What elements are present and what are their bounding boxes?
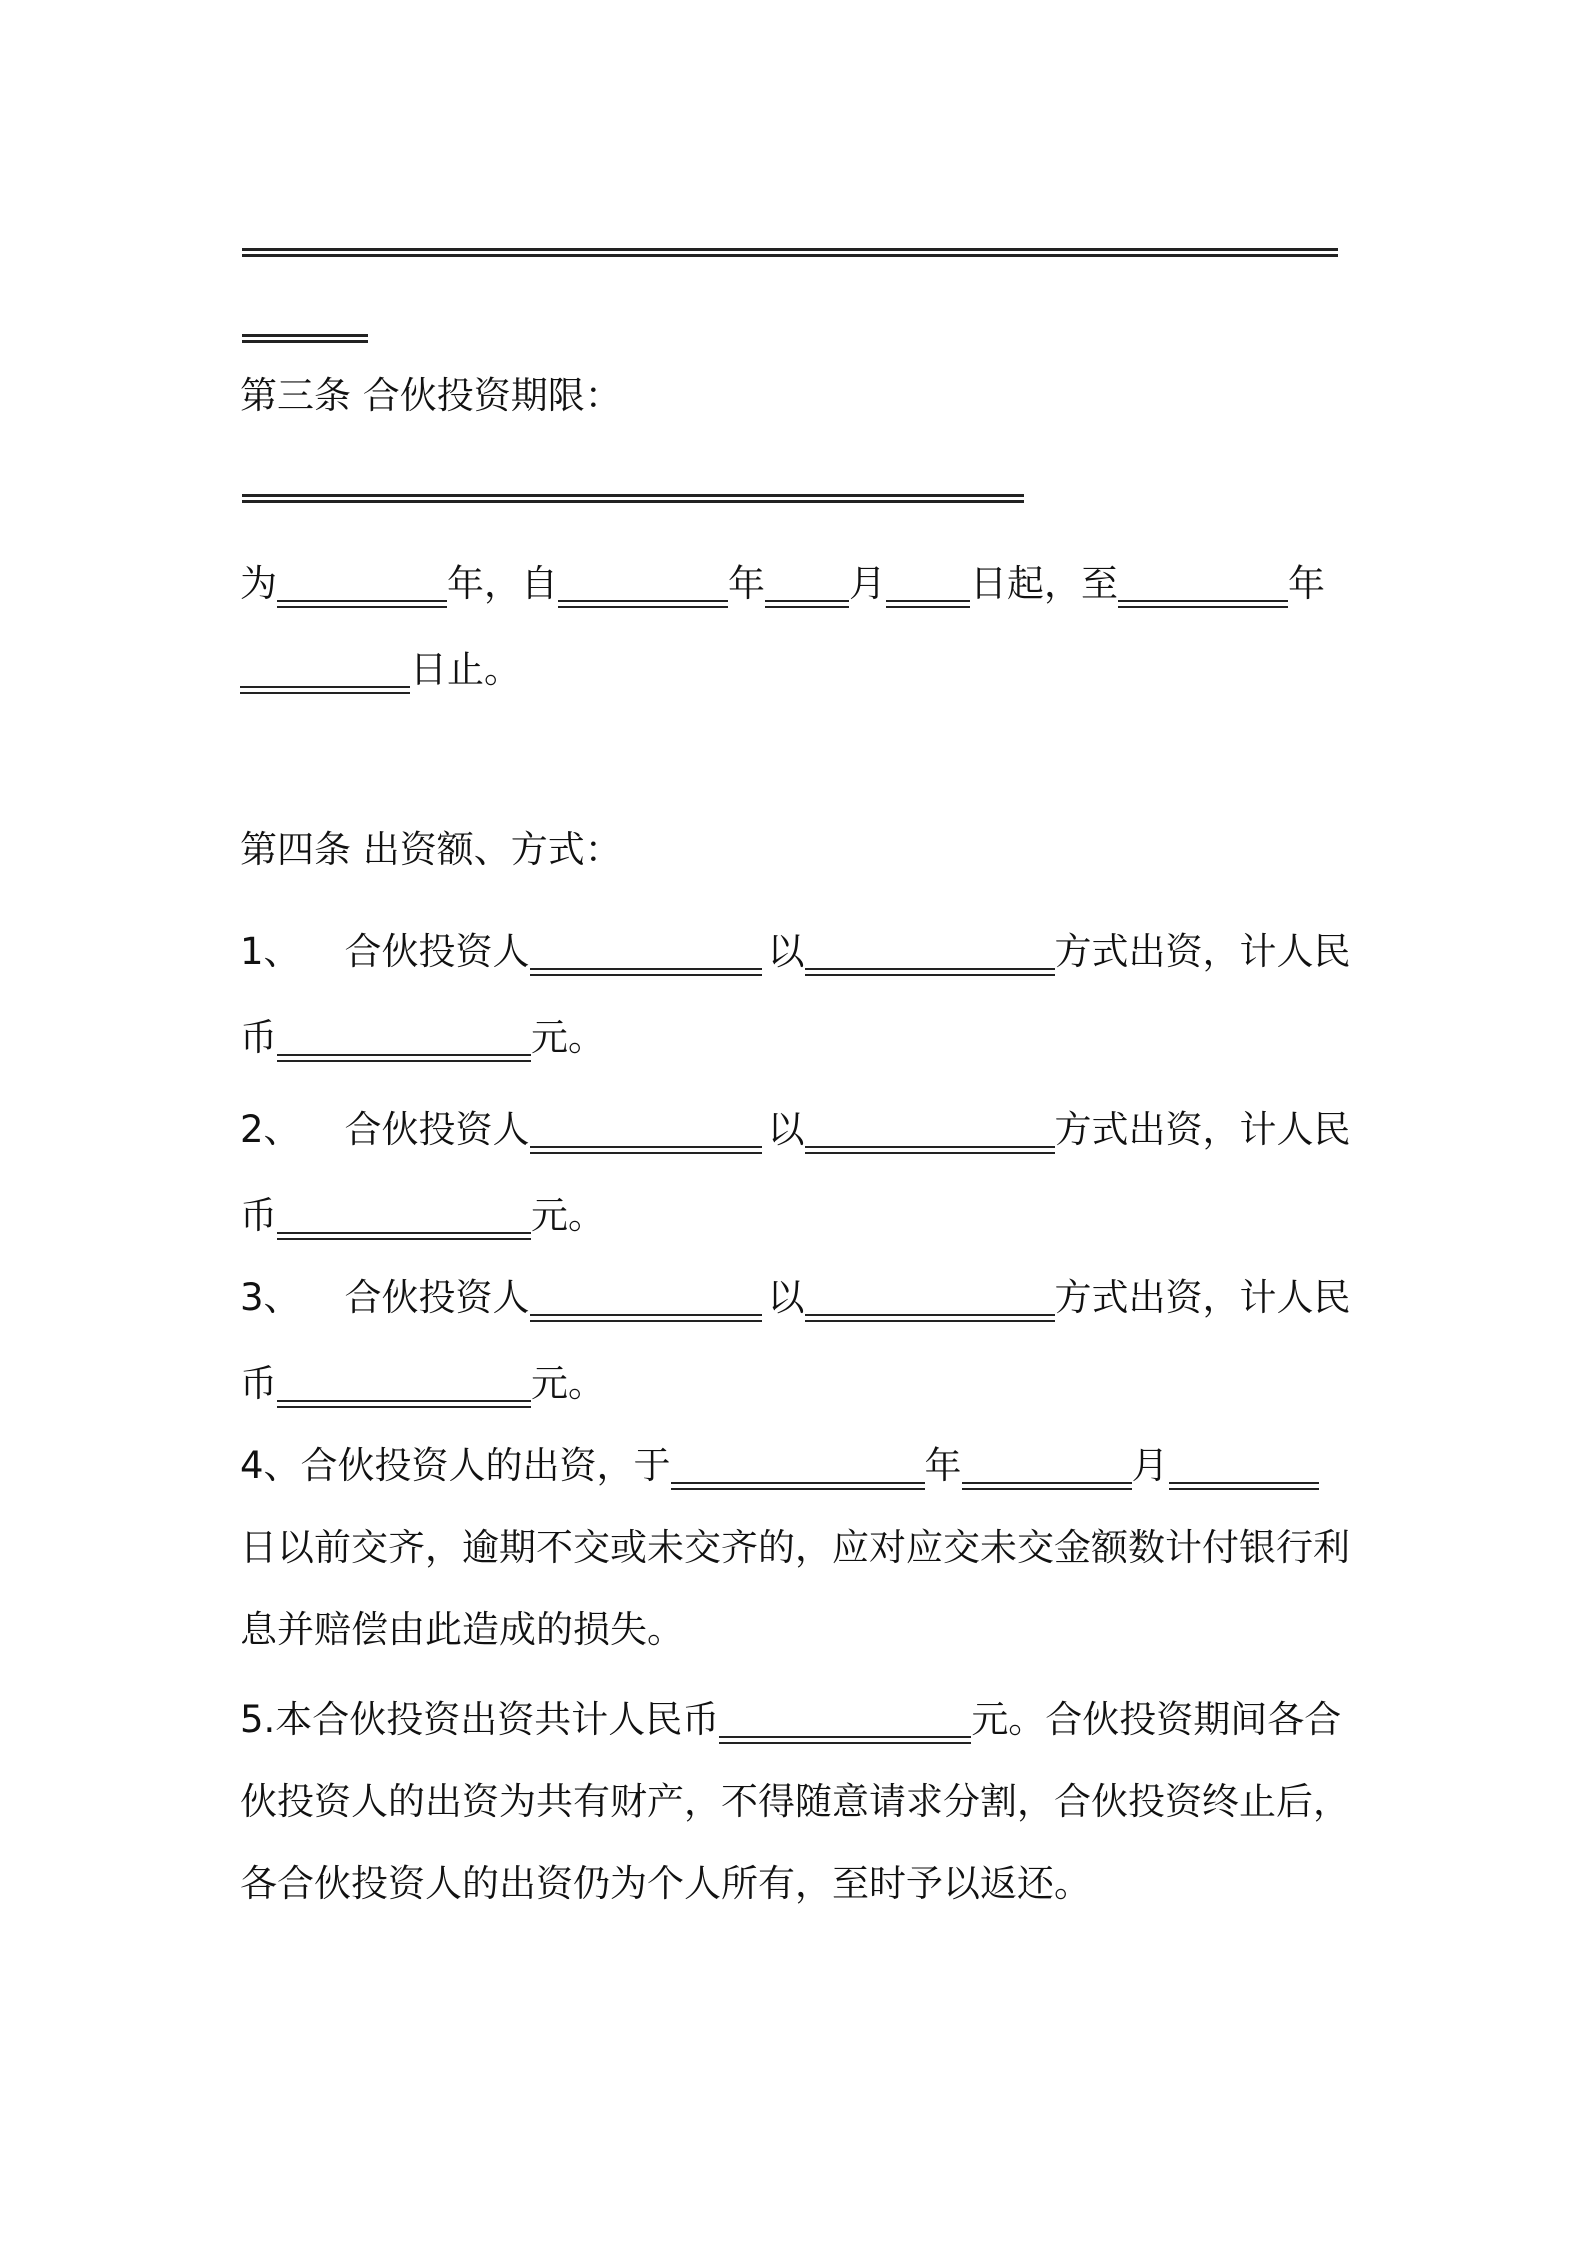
text: 4、合伙投资人的出资，于 bbox=[240, 1444, 671, 1487]
contribution-item-3 bbox=[240, 1274, 1351, 1322]
end-year-blank[interactable] bbox=[1118, 566, 1288, 596]
item-number: 1、 bbox=[240, 930, 301, 973]
text: 月 bbox=[849, 562, 886, 605]
text: 方式出资，计人民 bbox=[1054, 1276, 1351, 1319]
deadline-month-blank[interactable] bbox=[962, 1448, 1132, 1478]
text: 年，自 bbox=[447, 562, 558, 605]
deadline-year-blank[interactable] bbox=[671, 1448, 925, 1478]
contribution-deadline-line-1 bbox=[240, 1442, 1319, 1490]
text: 为 bbox=[240, 562, 277, 605]
text: 日起，至 bbox=[970, 562, 1118, 605]
method-blank[interactable] bbox=[805, 934, 1055, 964]
contribution-item-1-cont bbox=[240, 1014, 605, 1062]
text: 合伙投资人 bbox=[344, 1108, 530, 1151]
total-contribution-line-3: 各合伙投资人的出资仍为个人所有，至时予以返还。 bbox=[240, 1862, 1091, 1905]
partner-name-blank[interactable] bbox=[530, 1280, 762, 1310]
text: 月 bbox=[1131, 1444, 1169, 1487]
text: 以 bbox=[767, 1108, 805, 1151]
text: 元。 bbox=[531, 1362, 605, 1405]
text: 币 bbox=[240, 1016, 277, 1059]
start-month-blank[interactable] bbox=[765, 566, 849, 596]
contribution-deadline-line-3: 息并赔偿由此造成的损失。 bbox=[240, 1608, 684, 1651]
deadline-day-blank[interactable] bbox=[1169, 1448, 1319, 1478]
text: 日止。 bbox=[410, 648, 521, 691]
contribution-item-3-cont bbox=[240, 1360, 605, 1408]
contribution-item-2 bbox=[240, 1106, 1351, 1154]
text: 方式出资，计人民 bbox=[1054, 1108, 1351, 1151]
total-amount-blank[interactable] bbox=[719, 1702, 971, 1732]
text: 合伙投资人 bbox=[344, 1276, 530, 1319]
text: 币 bbox=[240, 1194, 277, 1237]
amount-blank[interactable] bbox=[277, 1198, 531, 1228]
amount-blank[interactable] bbox=[277, 1020, 531, 1050]
total-contribution-line-2: 伙投资人的出资为共有财产，不得随意请求分割，合伙投资终止后， bbox=[240, 1780, 1350, 1823]
item-number: 2、 bbox=[240, 1108, 301, 1151]
start-year-blank[interactable] bbox=[558, 566, 728, 596]
item-number: 3、 bbox=[240, 1276, 301, 1319]
term-years-blank[interactable] bbox=[277, 566, 447, 596]
text: 5.本合伙投资出资共计人民币 bbox=[240, 1698, 720, 1741]
partner-name-blank[interactable] bbox=[530, 1112, 762, 1142]
contribution-item-1 bbox=[240, 928, 1351, 976]
fill-line-long bbox=[242, 248, 1338, 251]
contribution-item-2-cont bbox=[240, 1192, 605, 1240]
end-day-blank[interactable] bbox=[240, 652, 410, 682]
article-3-term-line-1 bbox=[240, 560, 1325, 608]
text: 年 bbox=[924, 1444, 962, 1487]
amount-blank[interactable] bbox=[277, 1366, 531, 1396]
text: 以 bbox=[767, 1276, 805, 1319]
contribution-deadline-line-2: 日以前交齐，逾期不交或未交齐的，应对应交未交金额数计付银行利 bbox=[240, 1526, 1350, 1569]
total-contribution-line-1 bbox=[240, 1696, 1341, 1744]
fill-line-short bbox=[242, 334, 368, 337]
article-4-title: 第四条 出资额、方式： bbox=[240, 828, 622, 871]
article-3-title: 第三条 合伙投资期限： bbox=[240, 374, 622, 417]
text: 以 bbox=[767, 930, 805, 973]
method-blank[interactable] bbox=[805, 1280, 1055, 1310]
text: 币 bbox=[240, 1362, 277, 1405]
text: 合伙投资人 bbox=[344, 930, 530, 973]
text: 元。 bbox=[531, 1194, 605, 1237]
partner-name-blank[interactable] bbox=[530, 934, 762, 964]
article-3-term-line-2 bbox=[240, 646, 521, 694]
text: 元。 bbox=[531, 1016, 605, 1059]
text: 年 bbox=[728, 562, 765, 605]
text: 元。合伙投资期间各合 bbox=[971, 1698, 1342, 1741]
method-blank[interactable] bbox=[805, 1112, 1055, 1142]
article-3-fill-line bbox=[242, 494, 1024, 497]
start-day-blank[interactable] bbox=[886, 566, 970, 596]
text: 年 bbox=[1288, 562, 1325, 605]
text: 方式出资，计人民 bbox=[1054, 930, 1351, 973]
